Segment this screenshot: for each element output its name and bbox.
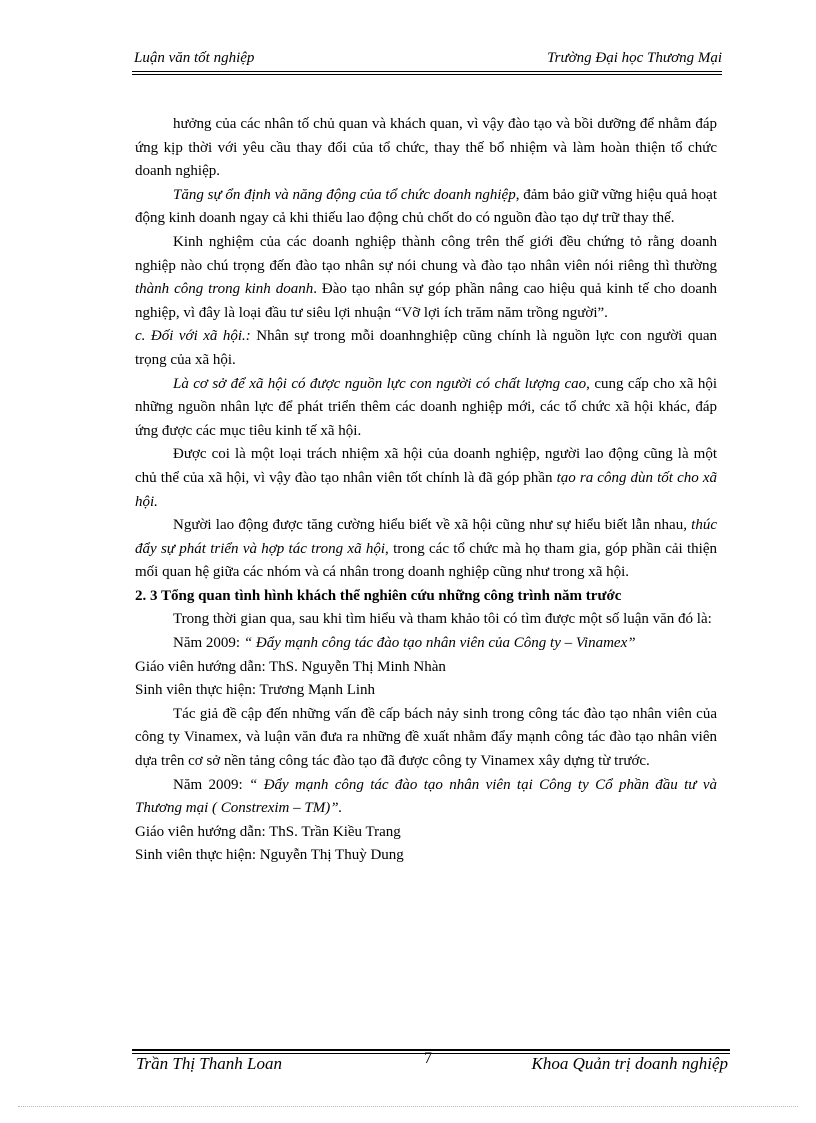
paragraph: Tăng sự ổn định và năng động của tổ chức doanh nghiệp, đảm bảo giữ vững hiệu quả hoạt động kinh doanh ngay cả khi thiếu lao động chủ chốt do có nguồn đào tạo dự trữ thay thế. xyxy=(135,186,717,227)
header-rule xyxy=(132,71,722,72)
header-university: Trường Đại học Thương Mại xyxy=(547,50,722,66)
section-heading: 2. 3 Tổng quan tình hình khách thể nghiên cứu những công trình năm trước xyxy=(135,587,622,604)
paragraph: Tác giả đề cập đến những vấn đề cấp bách nảy sinh trong công tác đào tạo nhân viên của công ty Vinamex, và luận văn đưa ra những đề xuất nhằm đẩy mạnh công tác đào tạo nhân viên dựa trên cơ sở nền tảng công tác đào tạo đã được công ty Vinamex xây dựng từ trước. xyxy=(135,705,717,770)
paragraph: Người lao động được tăng cường hiểu biết về xã hội cũng như sự hiểu biết lẫn nhau, thúc đẩy sự phát triển và hợp tác trong xã hội, trong các tổ chức mà họ tham gia, góp phần cải thiện mối quan hệ giữa các nhóm và cá nhân trong doanh nghiệp cũng như trong xã hội. xyxy=(135,517,718,581)
page-number: 7 xyxy=(424,1050,432,1067)
student-line: Sinh viên thực hiện: Trương Mạnh Linh xyxy=(135,682,376,699)
page-bottom-border xyxy=(18,1106,798,1107)
student-line: Sinh viên thực hiện: Nguyễn Thị Thuỳ Dung xyxy=(135,847,404,864)
advisor-line: Giáo viên hướng dẫn: ThS. Nguyễn Thị Minh Nhàn xyxy=(135,658,446,675)
paragraph: Được coi là một loại trách nhiệm xã hội của doanh nghiệp, người lao động cũng là một chủ thể của xã hội, vì vậy đào tạo nhân viên tốt chính là đã góp phần tạo ra công dùn tốt cho xã hội. xyxy=(135,446,717,510)
thesis-title-line: Năm 2009: “ Đẩy mạnh công tác đào tạo nhân viên tại Công ty Cổ phần đầu tư và Thương mại ( Constrexim – TM)”. xyxy=(135,776,717,817)
footer-faculty: Khoa Quản trị doanh nghiệp xyxy=(531,1054,728,1073)
advisor-line: Giáo viên hướng dẫn: ThS. Trần Kiều Trang xyxy=(135,823,401,840)
header-rule-thin xyxy=(132,74,722,75)
subsection-paragraph: c. Đối với xã hội.: Nhân sự trong mỗi doanhnghiệp cũng chính là nguồn lực con người quan trọng của xã hội. xyxy=(135,328,717,368)
paragraph: Trong thời gian qua, sau khi tìm hiểu và tham khảo tôi có tìm được một số luận văn đó là: xyxy=(173,611,712,628)
paragraph: Là cơ sở để xã hội có được nguồn lực con người có chất lượng cao, cung cấp cho xã hội những nguồn nhân lực để phát triển thêm các doanh nghiệp mới, các tổ chức xã hội khác, đáp ứng được các mục tiêu kinh tế xã hội. xyxy=(135,375,717,439)
thesis-title-line: Năm 2009: “ Đẩy mạnh công tác đào tạo nhân viên của Công ty – Vinamex” xyxy=(173,635,636,652)
page-body xyxy=(135,113,717,868)
page-header xyxy=(132,48,722,70)
paragraph: hưởng của các nhân tố chủ quan và khách quan, vì vậy đào tạo và bồi dưỡng để nhằm đáp ứng kịp thời với yêu cầu thay đổi của tổ chức, thay thế bổ nhiệm và làm hoàn thiện tổ chức doanh nghiệp. xyxy=(135,116,717,180)
header-thesis-label: Luận văn tốt nghiệp xyxy=(134,50,255,66)
footer-author: Trần Thị Thanh Loan xyxy=(136,1054,282,1073)
paragraph: Kinh nghiệm của các doanh nghiệp thành công trên thế giới đều chứng tỏ rằng doanh nghiệp nào chú trọng đến đào tạo nhân sự nói chung và đào tạo nhân viên nói riêng thì thường thành công trong kinh doanh. Đào tạo nhân sự góp phần nâng cao hiệu quả kinh tế cho doanh nghiệp, vì đây là loại đầu tư siêu lợi nhuận “Vỡ lợi ích trăm năm trồng người”. xyxy=(135,233,717,321)
page-footer xyxy=(132,1050,730,1078)
